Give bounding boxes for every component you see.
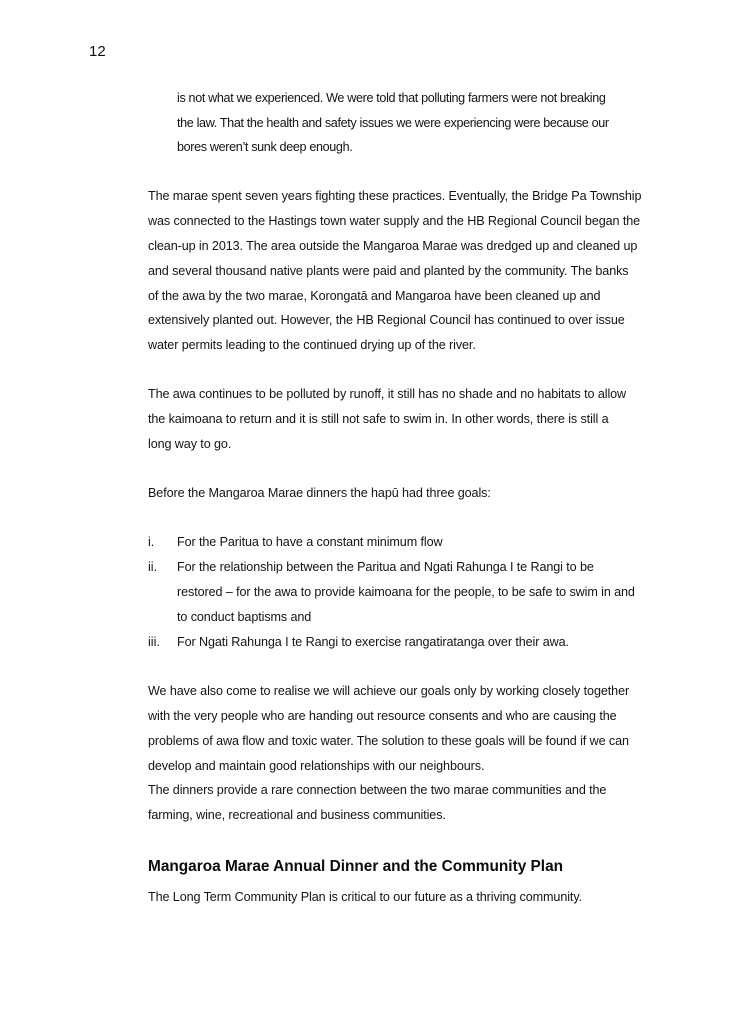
paragraph-line: extensively planted out. However, the HB Regional Council has continued to over issue bbox=[148, 313, 625, 327]
section-heading: Mangaroa Marae Annual Dinner and the Community Plan bbox=[148, 858, 564, 875]
list-line: to conduct baptisms and bbox=[177, 610, 312, 624]
list-line: For Ngati Rahunga I te Rangi to exercise rangatiratanga over their awa. bbox=[177, 635, 569, 649]
paragraph-line: We have also come to realise we will achieve our goals only by working closely together bbox=[148, 684, 630, 698]
list-line: For the relationship between the Paritua and Ngati Rahunga I te Rangi to be bbox=[177, 560, 594, 574]
paragraph-line: the kaimoana to return and it is still not safe to swim in. In other words, there is still a bbox=[148, 412, 609, 426]
paragraph-line: Before the Mangaroa Marae dinners the hapū had three goals: bbox=[148, 486, 491, 500]
list-line: For the Paritua to have a constant minimum flow bbox=[177, 535, 443, 549]
page-number: 12 bbox=[89, 43, 106, 60]
paragraph-line: farming, wine, recreational and business communities. bbox=[148, 808, 446, 822]
paragraph-line: with the very people who are handing out resource consents and who are causing the bbox=[148, 709, 617, 723]
paragraph-line: develop and maintain good relationships with our neighbours. bbox=[148, 759, 485, 773]
quote-line: the law. That the health and safety issues we were experiencing were because our bbox=[177, 116, 609, 130]
paragraph-line: water permits leading to the continued drying up of the river. bbox=[148, 338, 476, 352]
paragraph-line: The marae spent seven years fighting these practices. Eventually, the Bridge Pa Township bbox=[148, 189, 642, 203]
paragraph-line: problems of awa flow and toxic water. The solution to these goals will be found if we can bbox=[148, 734, 629, 748]
paragraph-line: The dinners provide a rare connection between the two marae communities and the bbox=[148, 783, 607, 797]
paragraph-line: of the awa by the two marae, Korongatā and Mangaroa have been cleaned up and bbox=[148, 289, 601, 303]
paragraph-line: long way to go. bbox=[148, 437, 232, 451]
paragraph-line: was connected to the Hastings town water supply and the HB Regional Council began the bbox=[148, 214, 641, 228]
paragraph-line: The awa continues to be polluted by runoff, it still has no shade and no habitats to allow bbox=[148, 387, 627, 401]
list-line: restored – for the awa to provide kaimoana for the people, to be safe to swim in and bbox=[177, 585, 635, 599]
list-number: ii. bbox=[148, 560, 158, 574]
list-number: iii. bbox=[148, 635, 160, 649]
paragraph-line: clean-up in 2013. The area outside the Mangaroa Marae was dredged up and cleaned up bbox=[148, 239, 638, 253]
section-paragraph: The Long Term Community Plan is critical to our future as a thriving community. bbox=[148, 890, 582, 904]
quote-line: is not what we experienced. We were told that polluting farmers were not breaking bbox=[177, 91, 606, 105]
list-number: i. bbox=[148, 535, 155, 549]
paragraph-line: and several thousand native plants were paid and planted by the community. The banks bbox=[148, 264, 629, 278]
quote-line: bores weren’t sunk deep enough. bbox=[177, 140, 353, 154]
